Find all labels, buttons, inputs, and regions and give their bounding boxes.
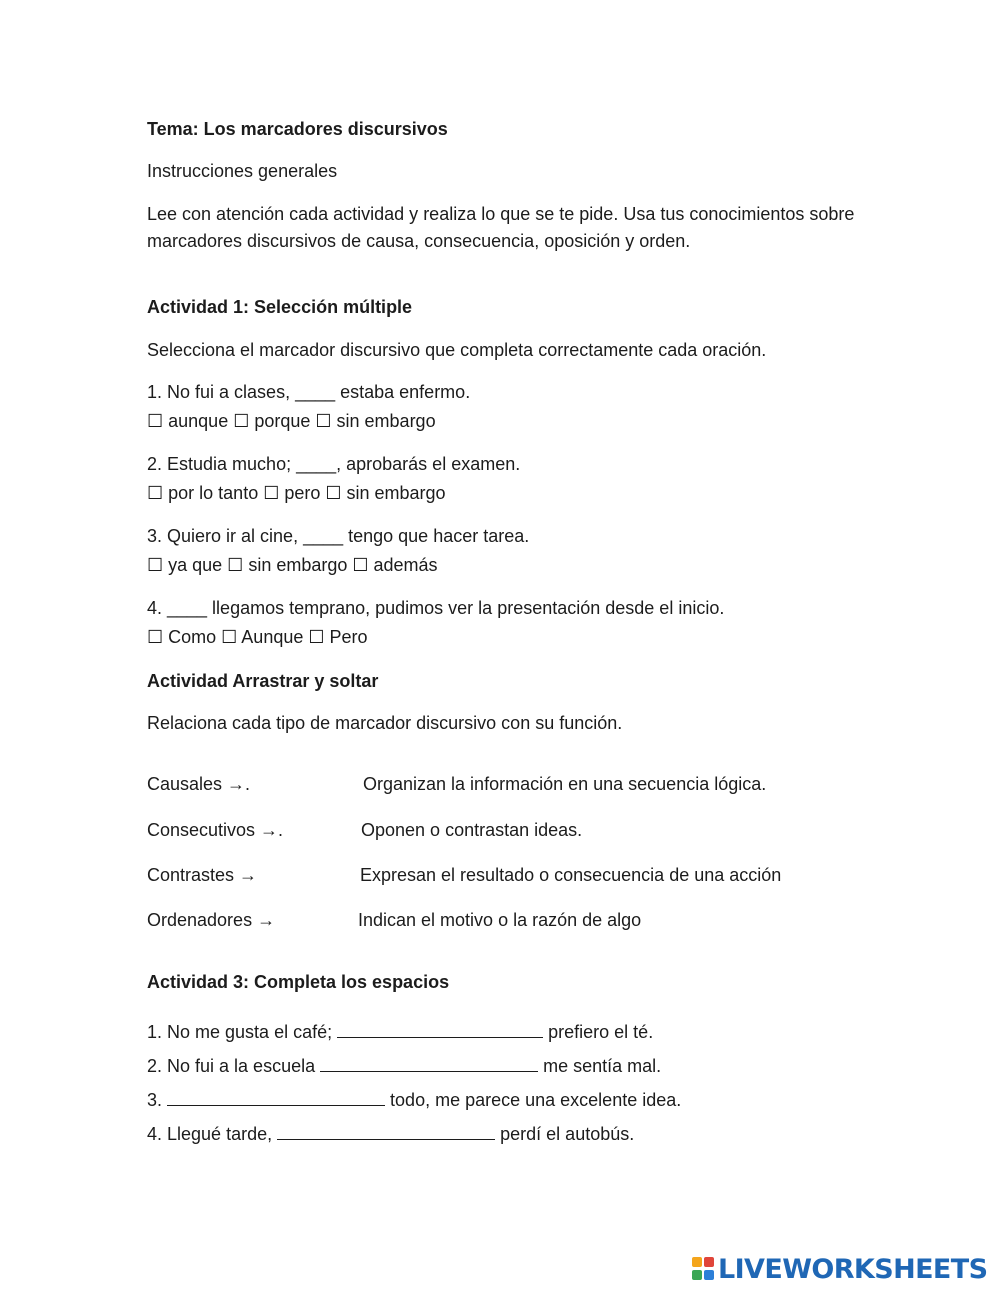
match-right-4[interactable]: Indican el motivo o la razón de algo bbox=[358, 910, 642, 930]
activity1-instruction: Selecciona el marcador discursivo que completa correctamente cada oración. bbox=[147, 340, 767, 360]
fill-item-2-after: me sentía mal. bbox=[543, 1056, 662, 1076]
question-3-options[interactable]: ☐ ya que ☐ sin embargo ☐ además bbox=[147, 555, 438, 575]
logo-mark-icon bbox=[692, 1256, 716, 1282]
question-1-options[interactable]: ☐ aunque ☐ porque ☐ sin embargo bbox=[147, 411, 436, 431]
fill-item-3-before: 3. bbox=[147, 1090, 163, 1110]
match-left-1[interactable]: Causales →. bbox=[147, 774, 251, 794]
activity2-heading: Actividad Arrastrar y soltar bbox=[147, 671, 379, 691]
logo-text: LIVEWORKSHEETS bbox=[718, 1253, 988, 1285]
question-3: 3. Quiero ir al cine, ____ tengo que hacer tarea. bbox=[147, 526, 530, 546]
match-right-1[interactable]: Organizan la información en una secuencia lógica. bbox=[363, 774, 767, 794]
fill-item-4-before: 4. Llegué tarde, bbox=[147, 1124, 273, 1144]
fill-blank-4[interactable] bbox=[277, 1139, 495, 1140]
activity2-instruction: Relaciona cada tipo de marcador discursivo con su función. bbox=[147, 713, 623, 733]
question-2: 2. Estudia mucho; ____, aprobarás el examen. bbox=[147, 454, 521, 474]
match-left-2[interactable]: Consecutivos →. bbox=[147, 820, 284, 840]
match-right-2[interactable]: Oponen o contrastan ideas. bbox=[361, 820, 583, 840]
instructions-heading: Instrucciones generales bbox=[147, 161, 338, 181]
question-4: 4. ____ llegamos temprano, pudimos ver la presentación desde el inicio. bbox=[147, 598, 725, 618]
instructions-text: Lee con atención cada actividad y realiza lo que se te pide. Usa tus conocimientos sobre marcadores discursivos de causa, consecuencia, oposición y orden. bbox=[147, 204, 855, 251]
fill-item-3 bbox=[147, 1090, 681, 1112]
match-right-3[interactable]: Expresan el resultado o consecuencia de una acción bbox=[360, 865, 782, 885]
question-2-options[interactable]: ☐ por lo tanto ☐ pero ☐ sin embargo bbox=[147, 483, 446, 503]
question-4-options[interactable]: ☐ Como ☐ Aunque ☐ Pero bbox=[147, 627, 368, 647]
fill-item-2-before: 2. No fui a la escuela bbox=[147, 1056, 316, 1076]
fill-item-4-after: perdí el autobús. bbox=[500, 1124, 635, 1144]
fill-item-3-after: todo, me parece una excelente idea. bbox=[390, 1090, 682, 1110]
liveworksheets-logo[interactable] bbox=[692, 1254, 987, 1284]
fill-blank-3[interactable] bbox=[167, 1105, 385, 1106]
fill-blank-2[interactable] bbox=[320, 1071, 538, 1072]
fill-item-1 bbox=[147, 1022, 653, 1044]
page-title: Tema: Los marcadores discursivos bbox=[147, 119, 448, 139]
match-left-4[interactable]: Ordenadores → bbox=[147, 910, 276, 930]
activity1-heading: Actividad 1: Selección múltiple bbox=[147, 297, 413, 317]
fill-item-2 bbox=[147, 1056, 661, 1078]
fill-item-4 bbox=[147, 1124, 634, 1146]
fill-item-1-after: prefiero el té. bbox=[548, 1022, 654, 1042]
fill-item-1-before: 1. No me gusta el café; bbox=[147, 1022, 333, 1042]
match-left-3[interactable]: Contrastes → bbox=[147, 865, 258, 885]
question-1: 1. No fui a clases, ____ estaba enfermo. bbox=[147, 382, 471, 402]
fill-blank-1[interactable] bbox=[337, 1037, 543, 1038]
activity3-heading: Actividad 3: Completa los espacios bbox=[147, 972, 450, 992]
